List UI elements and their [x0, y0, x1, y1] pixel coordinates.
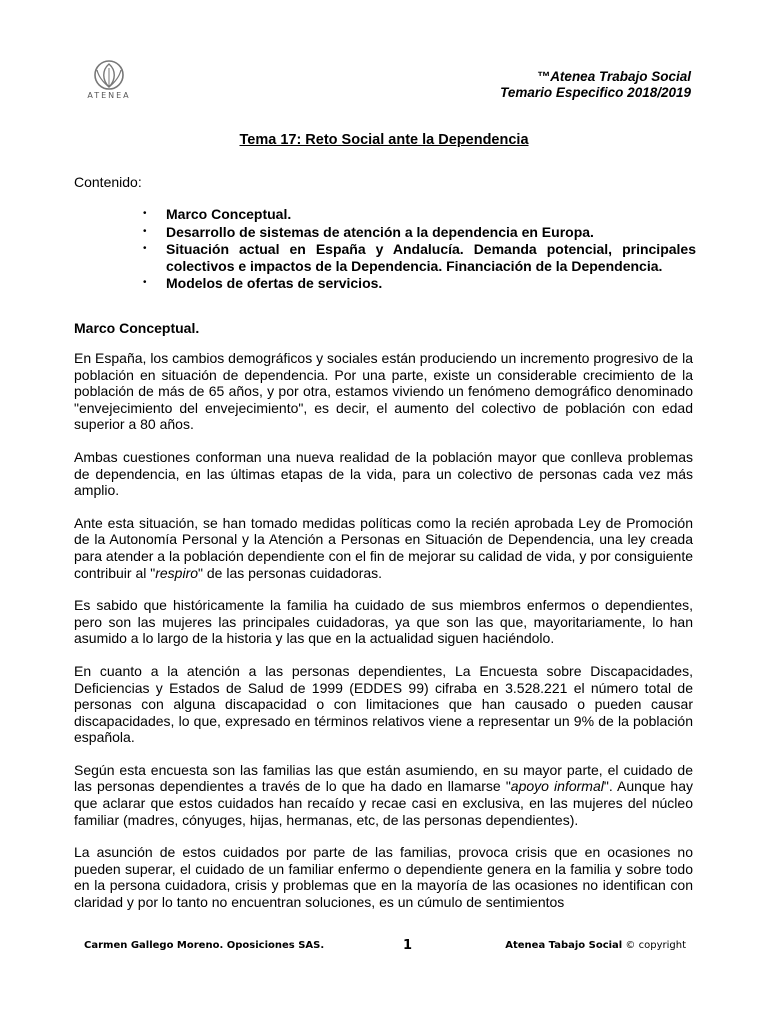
footer-author: Carmen Gallego Moreno. Oposiciones SAS. — [84, 940, 325, 951]
atenea-leaf-icon — [78, 60, 140, 92]
paragraph: Ambas cuestiones conforman una nueva realidad de la población mayor que conlleva problemas de dependencia, en las últimas etapas de la vida, para un colectivo de personas cada vez más amplio. — [74, 448, 693, 499]
atenea-logo — [78, 60, 140, 104]
toc-item: • Desarrollo de sistemas de atención a la dependencia en Europa. — [140, 224, 696, 241]
footer-brand: Atenea Tabajo Social — [505, 940, 623, 951]
paragraph — [74, 762, 693, 828]
paragraph: En España, los cambios demográficos y sociales están produciendo un incremento progresivo de la población en situación de dependencia. Por una parte, existe un considerable crecimiento de la población de más de 65 años, y por otra, estamos viviendo un fenómeno demográfico denominado "envejecimiento del envejecimiento", es decir, el aumento del colectivo de población con edad superior a 80 años. — [74, 350, 693, 433]
paragraph: Es sabido que históricamente la familia ha cuidado de sus miembros enfermos o dependientes, pero son las mujeres las principales cuidadoras, ya que son las que, mayoritariamente, lo han asumido a lo largo de la historia y las que en la actualidad siguen haciéndolo. — [74, 597, 693, 647]
page-number: 1 — [403, 938, 413, 953]
italic-term: respiro — [155, 564, 199, 581]
copyright-text: © copyright — [622, 940, 686, 951]
paragraph: La asunción de estos cuidados por parte de las familias, provoca crisis que en ocasiones no pueden superar, el cuidado de un familiar enfermo o dependiente genera en la familia y sobre todo en la persona cuidadora, crisis y problemas que en la mayoría de las ocasiones no identifican con claridad y por lo tanto no encuentran soluciones, es un cúmulo de sentimientos — [74, 844, 693, 911]
temario-line: Temario Especifico 2018/2019 — [500, 85, 691, 100]
contenido-label: Contenido: — [74, 174, 142, 190]
italic-term: apoyo informal — [510, 778, 604, 795]
toc-item: • Situación actual en España y Andalucía. Demanda potencial, principales colectivos e impactos de la Dependencia. Financiación de la Dependencia. — [140, 241, 696, 274]
document-title: Tema 17: Reto Social ante la Dependencia — [239, 132, 529, 148]
paragraph-text: " de las personas cuidadoras. — [198, 564, 382, 581]
logo-text: ATENEA — [87, 91, 131, 100]
page-footer — [84, 938, 686, 956]
paragraph-text: ". Aunque hay que aclarar que estos cuidados han recaído y recae casi en exclusiva, en las mujeres del núcleo familiar (madres, cónyuges, hijas, hermanas, etc, de las personas dependientes). — [74, 778, 694, 828]
body-text — [74, 350, 693, 927]
paragraph-text: Según esta encuesta son las familias las que están asumiendo, en su mayor parte, el cuidado de las personas dependientes a través de lo que ha dado en llamarse " — [74, 761, 693, 795]
toc-item: • Modelos de ofertas de servicios. — [140, 275, 696, 292]
paragraph: En cuanto a la atención a las personas dependientes, La Encuesta sobre Discapacidades, Deficiencias y Estados de Salud de 1999 (EDDES 99) cifraba en 3.528.221 el número total de personas con alguna discapacidad o con limitaciones que han causado o pueden causar discapacidades, lo que, expresado en términos relativos viene a representar un 9% de la población española. — [74, 662, 693, 746]
footer-copyright — [505, 940, 686, 951]
paragraph-text: Ante esta situación, se han tomado medidas políticas como la recién aprobada Ley de Promoción de la Autonomía Personal y la Atención a Personas en Situación de Dependencia, una ley creada para atender a la población dependiente con el fin de mejorar su calidad de vida, y por consiguiente contribuir al " — [74, 514, 693, 581]
paragraph — [74, 515, 693, 581]
table-of-contents — [140, 206, 696, 293]
section-title: Marco Conceptual. — [74, 320, 200, 336]
document-header — [500, 69, 691, 101]
brand-line: ™Atenea Trabajo Social — [536, 69, 691, 84]
toc-item: • Marco Conceptual. — [140, 206, 696, 223]
